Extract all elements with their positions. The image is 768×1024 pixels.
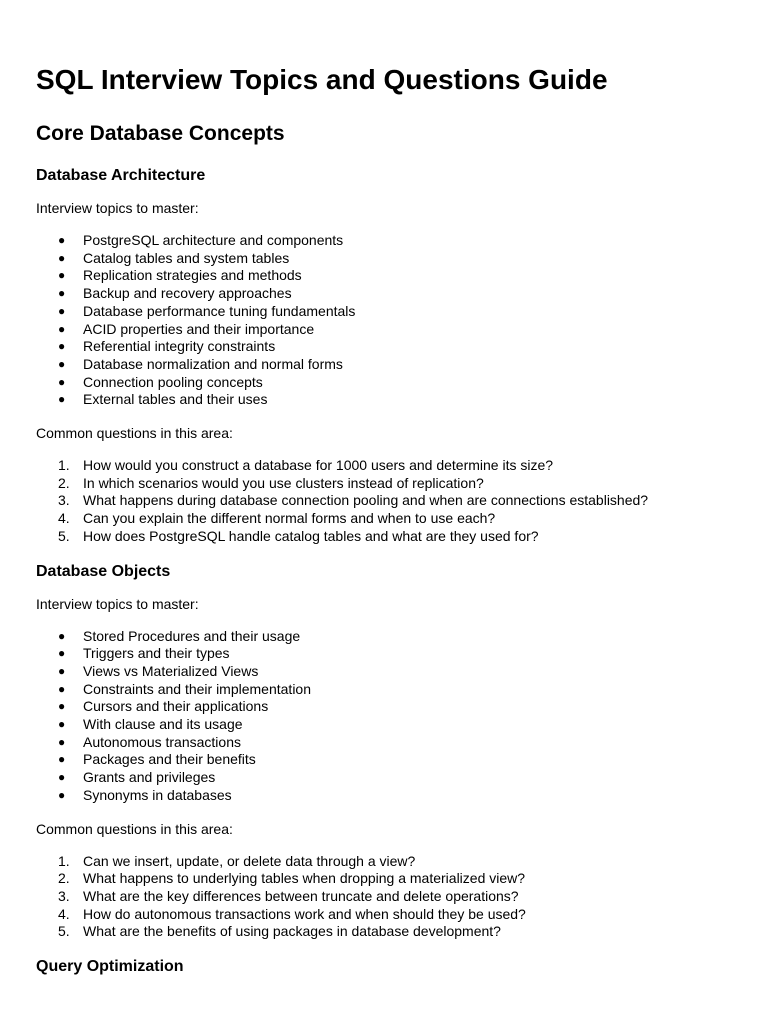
list-number: 3. [58,492,70,509]
list-item: ● Triggers and their types [58,645,230,662]
list-item: 2. What happens to underlying tables when dropping a materialized view? [58,870,526,887]
bullet-icon: ● [58,339,66,354]
bullet-icon: ● [58,233,66,247]
document-title: SQL Interview Topics and Questions Guide [36,64,608,95]
list-number: 2. [58,474,70,491]
subsection-heading-architecture: Database Architecture [36,167,206,184]
bullet-icon: ● [58,770,66,785]
list-item: ● With clause and its usage [58,716,243,733]
list-item: ● Replication strategies and methods [58,267,302,284]
bullet-icon: ● [58,681,66,696]
bullet-icon: ● [58,717,66,732]
list-item: ● PostgreSQL architecture and components [58,232,344,248]
list-item: 3. What happens during database connection pooling and when are connections established? [58,492,649,509]
subsection-heading-optimization: Query Optimization [36,958,184,976]
list-number: 4. [58,510,70,527]
list-item: 5. What are the benefits of using packages in database development? [58,923,501,940]
bullet-icon: ● [58,286,66,301]
list-item: ● Stored Procedures and their usage [58,627,301,644]
bullet-icon: ● [58,250,66,265]
bullet-icon: ● [58,628,66,643]
list-number: 5. [58,923,70,940]
bullet-icon: ● [58,392,66,407]
bullet-icon: ● [58,752,66,767]
subsection-heading-objects: Database Objects [36,562,171,580]
list-item: ● ACID properties and their importance [58,320,315,337]
list-item: ● External tables and their uses [58,391,268,408]
list-number: 5. [58,527,70,544]
list-item: ● Catalog tables and system tables [58,249,290,266]
list-item: ● Autonomous transactions [58,733,241,750]
objects-topics-intro: Interview topics to master: [36,595,199,612]
architecture-topics-list [36,232,728,409]
list-item: 1. How would you construct a database for 1000 users and determine its size? [58,457,554,474]
list-number: 3. [58,887,70,904]
bullet-icon: ● [58,356,66,371]
list-item: ● Connection pooling concepts [58,373,263,390]
list-number: 1. [58,457,70,474]
bullet-icon: ● [58,268,66,283]
section-heading-core-concepts: Core Database Concepts [36,122,285,145]
architecture-questions-list [36,457,728,546]
list-number: 1. [58,852,70,869]
list-item: ● Synonyms in databases [58,786,232,803]
list-item: 3. What are the key differences between truncate and delete operations? [58,887,519,904]
list-item: ● Database normalization and normal forms [58,355,343,372]
architecture-topics-intro: Interview topics to master: [36,200,199,216]
list-number: 2. [58,870,70,887]
list-number: 4. [58,905,70,922]
list-item: ● Cursors and their applications [58,698,269,715]
list-item: ● Packages and their benefits [58,751,256,768]
list-item: 4. How do autonomous transactions work and when should they be used? [58,905,526,922]
architecture-questions-intro: Common questions in this area: [36,425,233,442]
list-item: ● Backup and recovery approaches [58,285,292,302]
list-item: ● Views vs Materialized Views [58,662,259,679]
list-item: ● Grants and privileges [58,769,216,786]
bullet-icon: ● [58,734,66,749]
bullet-icon: ● [58,646,66,661]
objects-topics-list [36,628,728,805]
bullet-icon: ● [58,374,66,389]
list-item: ● Database performance tuning fundamentals [58,302,356,319]
list-item: 4. Can you explain the different normal forms and when to use each? [58,510,496,527]
bullet-icon: ● [58,699,66,714]
objects-questions-list [36,853,728,942]
bullet-icon: ● [58,787,66,802]
list-item: ● Referential integrity constraints [58,338,276,355]
list-item: 1. Can we insert, update, or delete data through a view? [58,852,416,869]
list-item: 5. How does PostgreSQL handle catalog tables and what are they used for? [58,527,539,544]
list-item: ● Constraints and their implementation [58,680,312,697]
bullet-icon: ● [58,321,66,336]
list-item: 2. In which scenarios would you use clusters instead of replication? [58,474,484,491]
bullet-icon: ● [58,663,66,678]
bullet-icon: ● [58,303,66,318]
objects-questions-intro: Common questions in this area: [36,820,233,837]
